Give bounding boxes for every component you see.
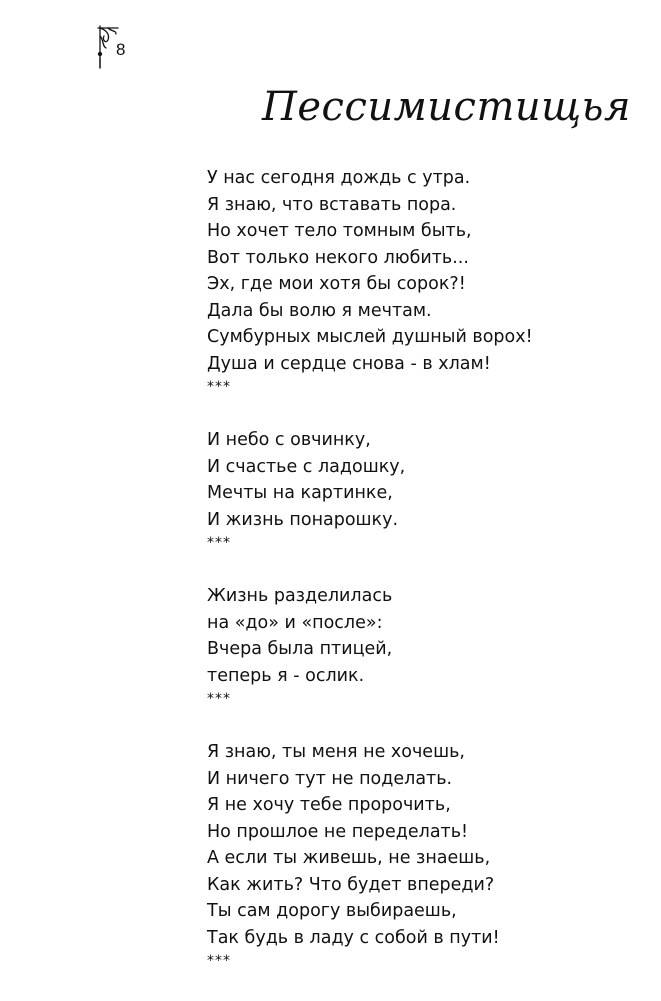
poem-line: Вчера была птицей, (207, 639, 393, 659)
poem-line: И счастье с ладошку, (207, 456, 406, 477)
poem-line: Как жить? Что будет впереди? (207, 874, 495, 895)
poem-line: на «до» и «после»: (207, 612, 383, 633)
poem-line: Ты сам дорогу выбираешь, (207, 901, 457, 921)
poem-line: Так будь в ладу с собой в пути! (207, 927, 500, 948)
poem-title: Пессимистищья (262, 84, 631, 130)
poem-line: Я знаю, что вставать пора. (207, 194, 457, 215)
poem-line: Но прошлое не переделать! (207, 821, 469, 842)
poem-line: Мечты на картинке, (207, 483, 393, 503)
poem-line: И ничего тут не поделать. (207, 768, 453, 789)
poem-line: Вот только некого любить... (207, 247, 469, 268)
stanza (207, 427, 647, 553)
stanza (207, 165, 647, 397)
poem-line: Я знаю, ты меня не хочешь, (207, 742, 465, 762)
page-number: 8 (116, 40, 126, 59)
stanza-separator: *** (207, 691, 231, 707)
poem-line: У нас сегодня дождь с утра. (207, 168, 471, 188)
poem-line: Душа и сердце снова - в хлам! (207, 353, 491, 374)
stanza-separator: *** (207, 535, 231, 551)
stanza-separator: *** (207, 953, 231, 969)
stanza (207, 583, 647, 709)
stanza (207, 739, 647, 971)
poem-body (207, 165, 647, 1001)
stanza-separator: *** (207, 379, 231, 395)
poem-line: Я не хочу тебе пророчить, (207, 795, 451, 815)
poem-line: И жизнь понарошку. (207, 509, 399, 530)
poem-line: И небо с овчинку, (207, 430, 371, 450)
poem-line: Сумбурных мыслей душный ворох! (207, 327, 533, 347)
poem-line: Дала бы волю я мечтам. (207, 300, 432, 321)
poem-line: Но хочет тело томным быть, (207, 221, 472, 241)
poem-line: Жизнь разделилась (207, 586, 393, 606)
poem-line: Эх, где мои хотя бы сорок?! (207, 274, 466, 294)
poem-line: А если ты живешь, не знаешь, (207, 848, 491, 868)
poem-line: теперь я - ослик. (207, 665, 365, 686)
